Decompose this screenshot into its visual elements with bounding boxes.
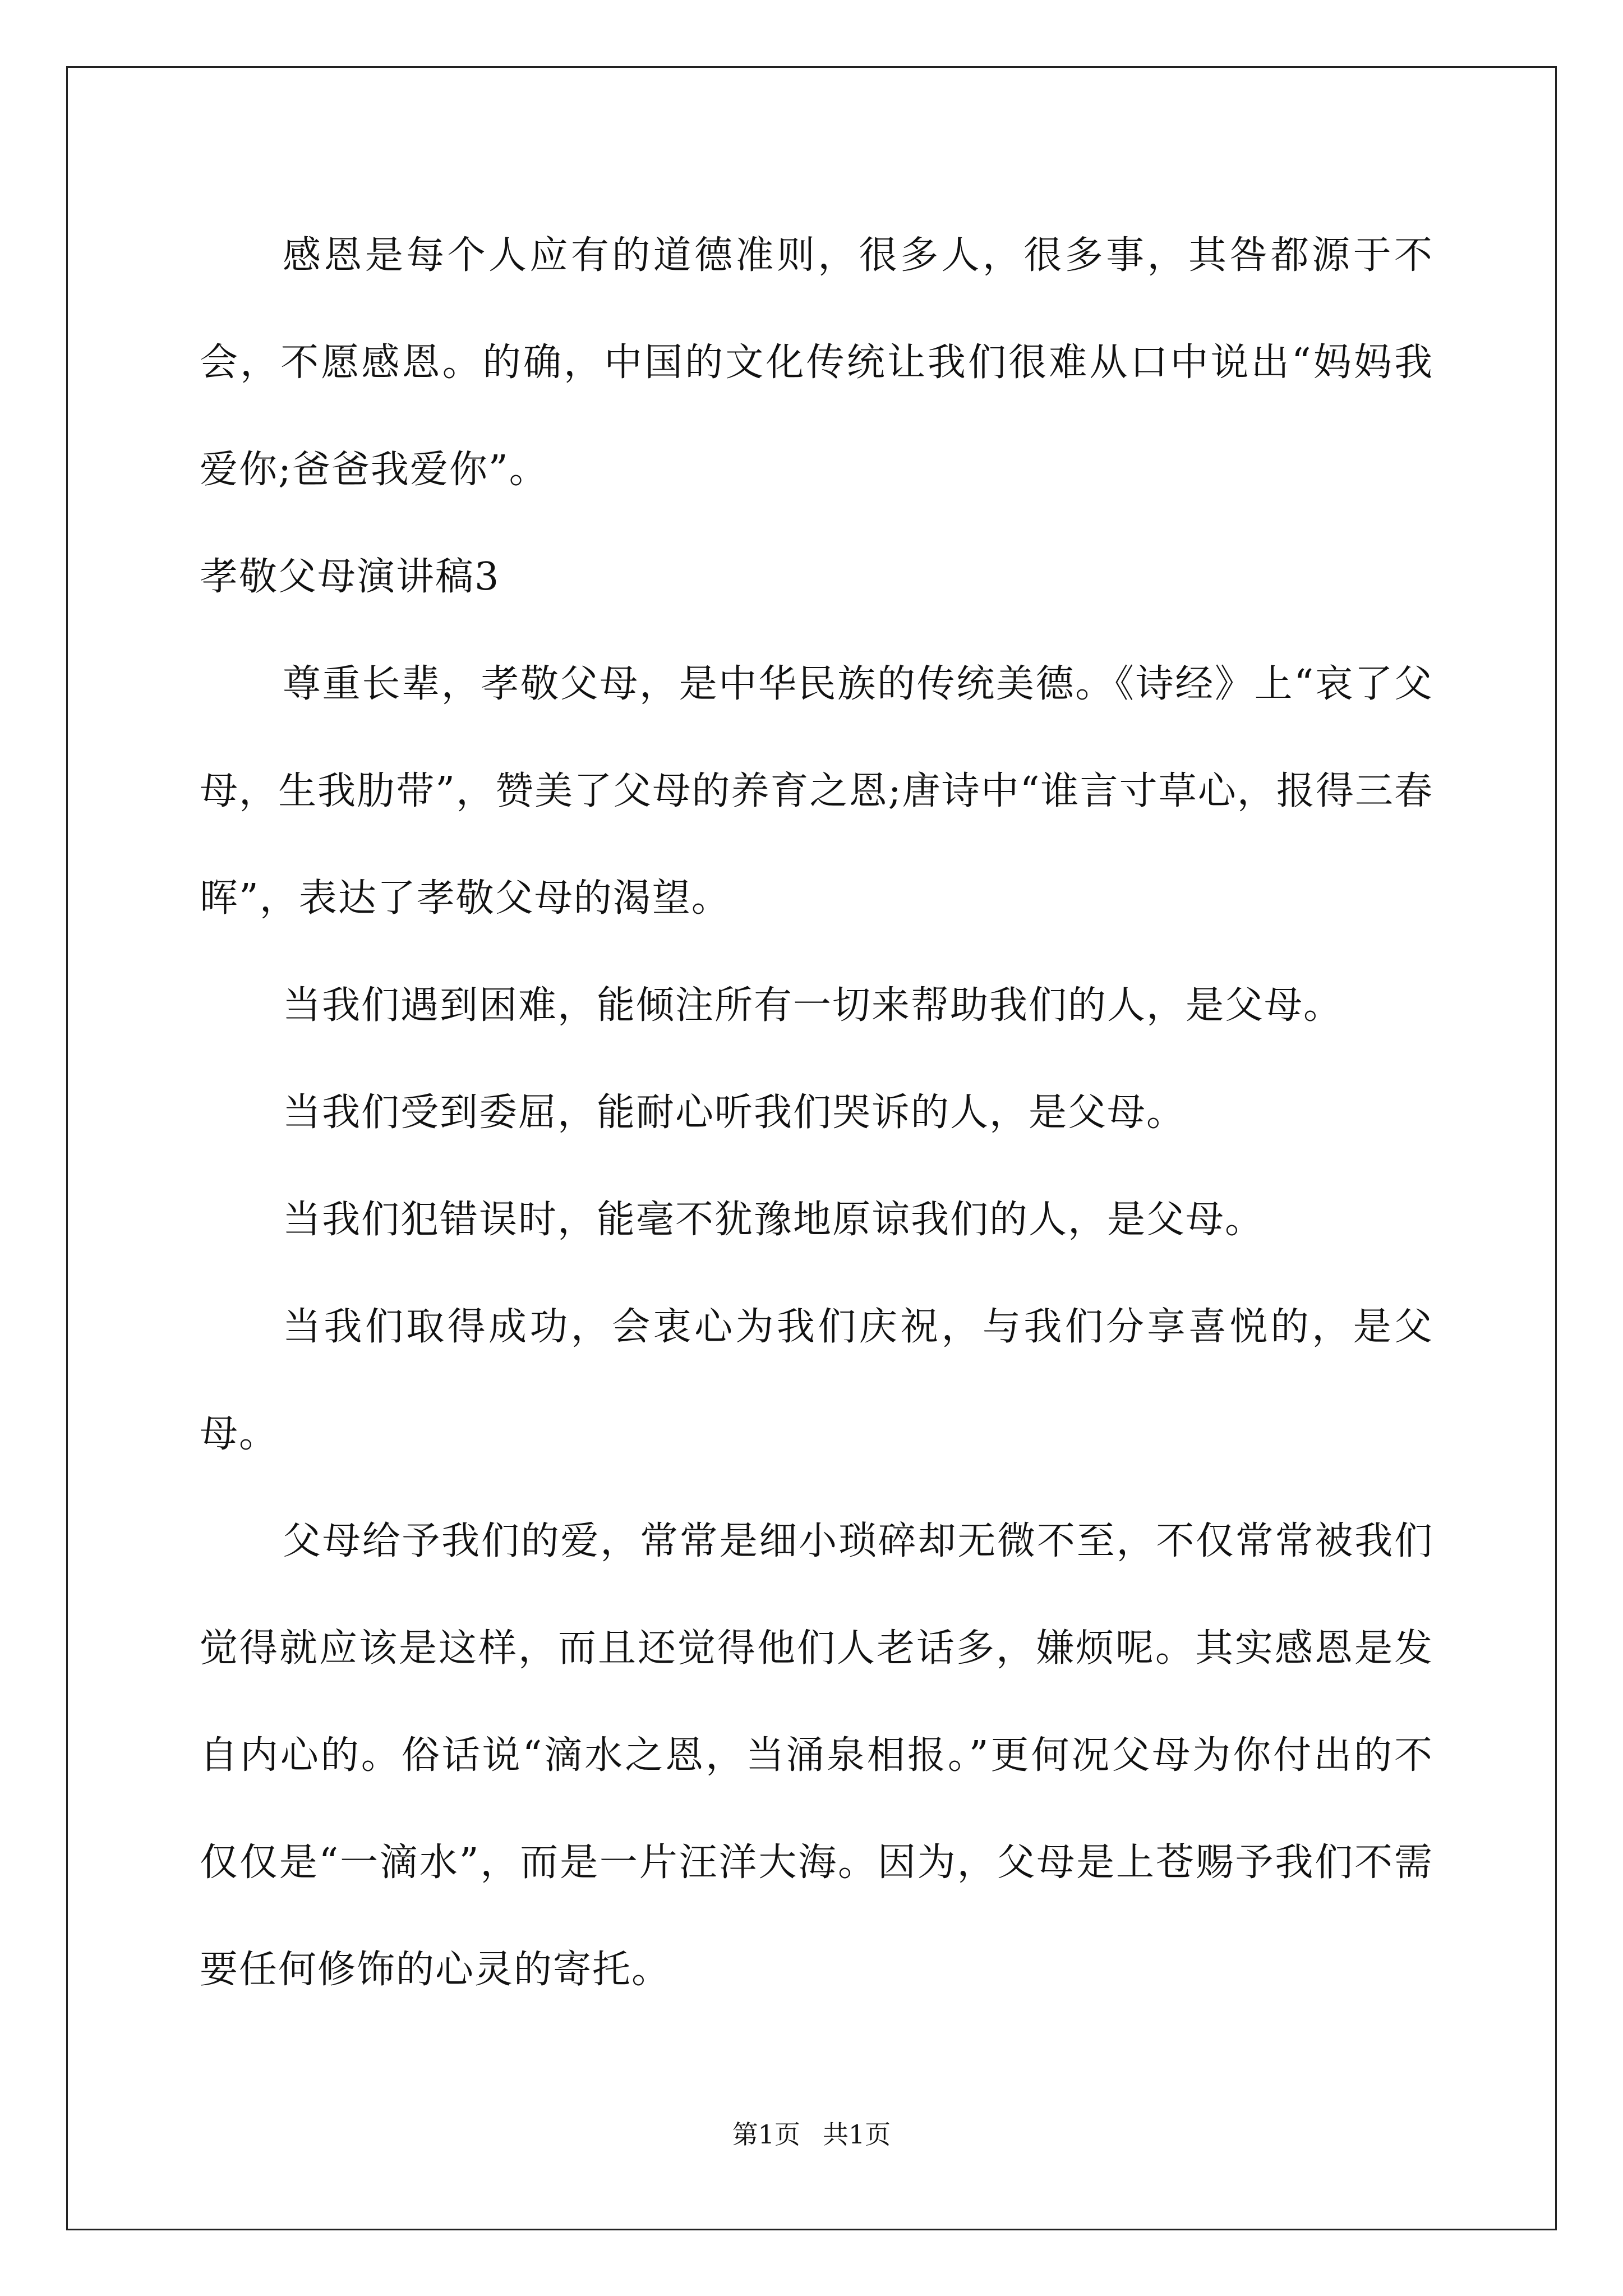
page-total: 共1页 [823,2119,891,2150]
paragraph-7: 父母给予我们的爱，常常是细小琐碎却无微不至，不仅常常被我们觉得就应该是这样，而且还觉得他们人老话多，嫌烦呢。其实感恩是发自内心的。俗话说“滴水之恩，当涌泉相报。”更何况父母为你付出的不仅仅是“一滴水”，而是一片汪洋大海。因为，父母是上苍赐予我们不需要任何修饰的心灵的寄托。 [200,1519,1433,1992]
paragraph-4: 当我们受到委屈，能耐心听我们哭诉的人，是父母。 [283,1091,1186,1135]
paragraph-5: 当我们犯错误时，能毫不犹豫地原谅我们的人，是父母。 [283,1198,1265,1242]
page-footer [0,2118,1623,2151]
paragraph-3: 当我们遇到困难，能倾注所有一切来帮助我们的人，是父母。 [283,983,1343,1028]
paragraph-2: 尊重长辈，孝敬父母，是中华民族的传统美德。《诗经》上“哀了父母，生我肋带”，赞美了父母的养育之恩;唐诗中“谁言寸草心，报得三春晖”，表达了孝敬父母的渴望。 [200,662,1433,921]
section-heading: 孝敬父母演讲稿3 [200,555,500,599]
page-number: 第1页 [732,2119,800,2150]
paragraph-6: 当我们取得成功，会衷心为我们庆祝，与我们分享喜悦的，是父母。 [200,1305,1433,1456]
document-body [200,202,1433,2023]
paragraph-1: 感恩是每个人应有的道德准则，很多人，很多事，其咎都源于不会，不愿感恩。的确，中国的文化传统让我们很难从口中说出“妈妈我爱你;爸爸我爱你”。 [200,233,1433,492]
